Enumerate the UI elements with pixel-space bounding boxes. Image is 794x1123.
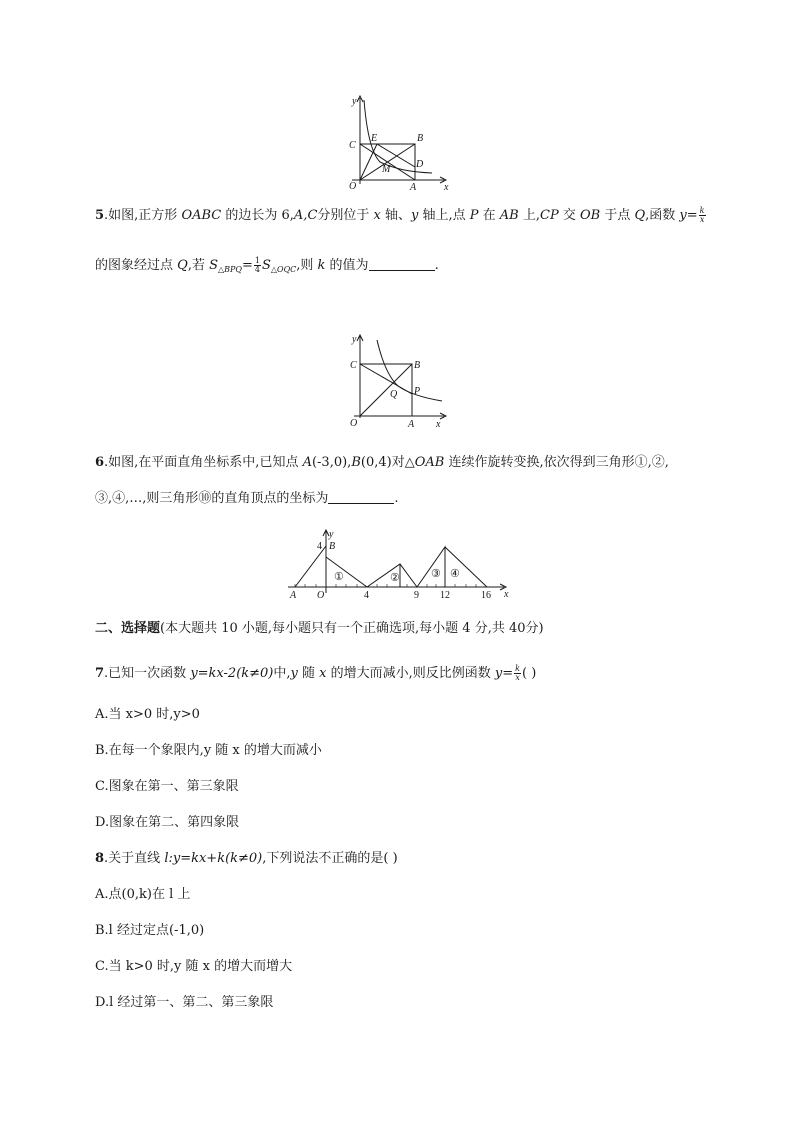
label-o: O [317, 590, 325, 601]
label-b: B [329, 541, 336, 552]
q6-line-1: 6.如图,在平面直角坐标系中,已知点 A(-3,0),B(0,4)对△OAB 连续作旋转变换,依次得到三角形①,②, [95, 455, 669, 470]
q5-fraction: $\frac{k}{x}$ [699, 206, 705, 224]
label-y: y [352, 96, 357, 107]
q6-number: 6 [95, 455, 105, 470]
tick-9: 9 [414, 590, 419, 601]
tick-12: 12 [440, 590, 450, 601]
label-a: A [410, 182, 417, 193]
label-b: B [414, 360, 421, 371]
label-x: x [436, 419, 441, 430]
q7-option-c[interactable]: C.图象在第一、第三象限 [95, 779, 239, 794]
label-4-y: 4 [317, 541, 322, 552]
label-m: M [382, 164, 391, 175]
triangle-4 [445, 547, 487, 587]
triangle-1 [326, 557, 367, 587]
section-2-heading: 二、选择题(本大题共 10 小题,每小题只有一个正确选项,每小题 4 分,共 40分) [95, 621, 544, 636]
label-c: C [349, 140, 356, 151]
q8-option-c[interactable]: C.当 k>0 时,y 随 x 的增大而增大 [95, 959, 293, 974]
q6-line-2: ③,④,…,则三角形⑩的直角顶点的坐标为 . [95, 491, 399, 506]
q8-number: 8 [95, 851, 105, 866]
triangle-oab [295, 546, 326, 587]
label-x: x [504, 589, 509, 600]
answer-blank-q5[interactable] [369, 258, 435, 271]
label-x: x [444, 182, 449, 193]
label-o: O [350, 418, 358, 429]
q8-option-a[interactable]: A.点(0,k)在 l 上 [95, 887, 191, 902]
q5-fraction-2: $\frac{1}{4}$ [254, 256, 260, 274]
figure-3 [280, 527, 515, 602]
q5-number: 5 [95, 208, 105, 223]
q8-stem: 8.关于直线 l:y=kx+k(k≠0),下列说法不正确的是( ) [95, 851, 398, 866]
q7-stem: 7.已知一次函数 y=kx-2(k≠0)中,y 随 x 的增大而减小,则反比例函数 y= $\frac{k}{x}$ ( ) [95, 664, 537, 682]
label-y: y [352, 334, 357, 345]
q7-option-d[interactable]: D.图象在第二、第四象限 [95, 815, 240, 830]
q5-line-1: 5.如图,正方形 OABC 的边长为 6,A,C分别位于 x 轴、y 轴上,点 P 在 AB 上,CP 交 OB 于点 Q,函数 y= $\frac{k}{x}$ [95, 206, 705, 224]
q7-number: 7 [95, 666, 105, 681]
label-o: O [349, 181, 357, 192]
circle-3: ③ [431, 568, 441, 580]
answer-blank-q6[interactable] [328, 491, 394, 504]
circle-2: ② [390, 572, 400, 584]
tick-16: 16 [481, 590, 491, 601]
label-b: B [417, 133, 424, 144]
label-a: A [290, 590, 297, 601]
q7-fraction: $\frac{k}{x}$ [515, 664, 521, 682]
circle-4: ④ [450, 568, 460, 580]
q7-option-a[interactable]: A.当 x>0 时,y>0 [95, 707, 200, 722]
label-p: P [414, 386, 421, 397]
q5-line-2: 的图象经过点 Q,若 $S_{\triangle BPQ}=$ $\frac{1}{4}$ $S_{\triangle OQC}$,则 k 的值为 . [95, 256, 439, 274]
tick-4: 4 [364, 590, 369, 601]
label-q: Q [390, 389, 398, 400]
q7-option-b[interactable]: B.在每一个象限内,y 随 x 的增大而减小 [95, 743, 322, 758]
label-y: y [329, 529, 334, 540]
circle-1: ① [334, 571, 344, 583]
label-e: E [371, 133, 378, 144]
q8-option-b[interactable]: B.l 经过定点(-1,0) [95, 923, 205, 938]
figure-1 [340, 90, 455, 195]
label-c: C [350, 360, 357, 371]
label-d: D [416, 159, 424, 170]
triangle-3 [417, 547, 445, 587]
figure-2 [340, 330, 455, 430]
q8-option-d[interactable]: D.l 经过第一、第二、第三象限 [95, 995, 274, 1010]
hyperbola [377, 340, 442, 401]
label-a: A [408, 419, 415, 430]
